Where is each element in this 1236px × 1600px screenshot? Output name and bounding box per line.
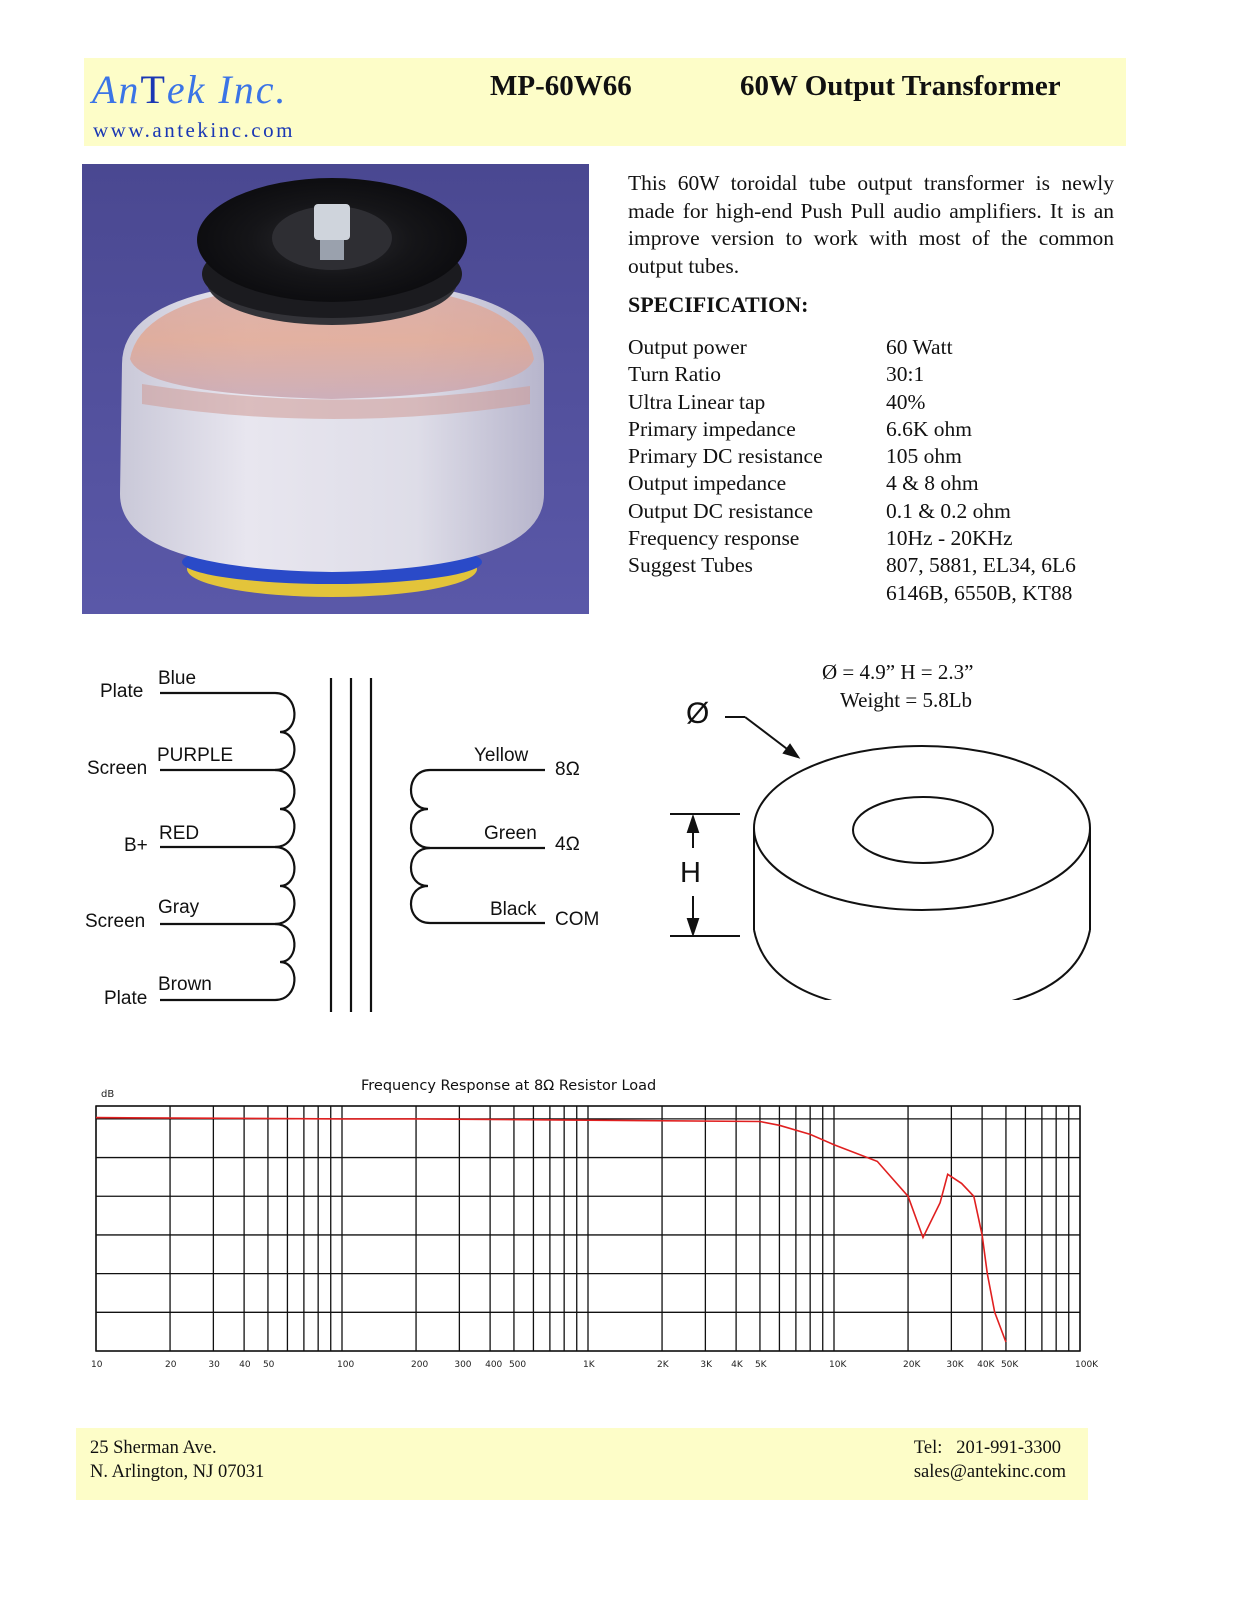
spec-row: Ultra Linear tap 40% (628, 389, 926, 414)
x-tick-label: 400 (485, 1360, 503, 1370)
product-description: This 60W toroidal tube output transformer is newly made for high-end Push Pull audio amplifiers. It is an improve version to work with most of the common output tubes. (628, 171, 1114, 278)
email-link[interactable]: sales@antekinc.com (913, 1462, 1066, 1482)
x-tick-label: 10 (91, 1360, 103, 1370)
x-tick-label: 5K (754, 1360, 767, 1370)
x-tick-label: 2K (657, 1360, 669, 1370)
primary-wire-label: Gray (158, 897, 200, 918)
page-title: 60W Output Transformer (740, 70, 1061, 102)
secondary-wire-label: Black (490, 899, 537, 920)
dimensions-line1: Ø = 4.9” H = 2.3” (822, 660, 974, 684)
footer-banner (76, 1428, 1088, 1500)
footer-address (90, 1436, 264, 1484)
secondary-wire-label: Green (484, 823, 537, 844)
x-tick-label: 10K (829, 1360, 847, 1370)
secondary-wire-label: Yellow (474, 745, 529, 766)
spec-row: Primary DC resistance 105 ohm (628, 444, 962, 469)
model-number: MP-60W66 (490, 70, 632, 102)
x-tick-label: 20K (903, 1360, 921, 1370)
x-tick-label: 50 (262, 1360, 275, 1370)
address-line2: N. Arlington, NJ 07031 (90, 1462, 265, 1482)
x-tick-label: 30K (946, 1360, 964, 1370)
specification-heading: SPECIFICATION: (628, 292, 809, 317)
x-tick-label: 200 (411, 1360, 429, 1370)
x-tick-label: 100 (337, 1360, 355, 1370)
x-tick-label: 4K (731, 1360, 743, 1370)
footer-contact (914, 1436, 1066, 1484)
telephone: Tel: 201-991-3300 (913, 1438, 1062, 1458)
company-logo: AnTek Inc. (92, 67, 288, 112)
spec-row: Suggest Tubes 807, 5881, EL34, 6L6 (628, 553, 1076, 578)
company-website[interactable]: www.antekinc.com (93, 118, 295, 142)
spec-row: 6146B, 6550B, KT88 (886, 580, 1073, 605)
x-tick-label: 1K (583, 1360, 595, 1370)
primary-function-label: Screen (85, 911, 146, 932)
spec-row: Output impedance 4 & 8 ohm (628, 471, 979, 496)
primary-wire-label: Brown (158, 974, 212, 995)
y-axis-label: dB (101, 1089, 115, 1100)
spec-row: Output DC resistance 0.1 & 0.2 ohm (628, 498, 1011, 523)
primary-function-label: Screen (87, 758, 148, 779)
chart-title: Frequency Response at 8Ω Resistor Load (361, 1078, 657, 1094)
primary-wire-label: Blue (158, 668, 197, 689)
secondary-tap-label: COM (555, 909, 600, 930)
x-tick-label: 50K (1000, 1360, 1019, 1370)
x-tick-label: 30 (208, 1360, 220, 1370)
primary-function-label: Plate (100, 681, 144, 702)
x-tick-label: 40K (977, 1360, 995, 1370)
secondary-tap-label: 4Ω (555, 834, 580, 855)
x-tick-label: 100K (1075, 1360, 1099, 1370)
x-tick-label: 20 (165, 1360, 177, 1370)
secondary-tap-label: 8Ω (555, 759, 580, 780)
spec-row: Turn Ratio 30:1 (628, 362, 925, 387)
address-line1: 25 Sherman Ave. (90, 1438, 217, 1458)
x-tick-label: 40 (239, 1360, 251, 1370)
diameter-symbol: Ø (686, 697, 710, 730)
primary-function-label: B+ (124, 835, 148, 856)
primary-wire-label: RED (159, 823, 200, 844)
spec-row: Frequency response 10Hz - 20KHz (628, 526, 1013, 551)
height-symbol: H (680, 857, 701, 889)
primary-function-label: Plate (104, 988, 148, 1009)
x-tick-label: 3K (700, 1360, 712, 1370)
dimensions-line2: Weight = 5.8Lb (840, 688, 973, 712)
primary-wire-label: PURPLE (157, 745, 234, 766)
x-tick-label: 500 (508, 1360, 527, 1370)
x-tick-label: 300 (454, 1360, 472, 1370)
spec-row: Output power 60 Watt (628, 335, 953, 359)
spec-row: Primary impedance 6.6K ohm (628, 416, 972, 441)
